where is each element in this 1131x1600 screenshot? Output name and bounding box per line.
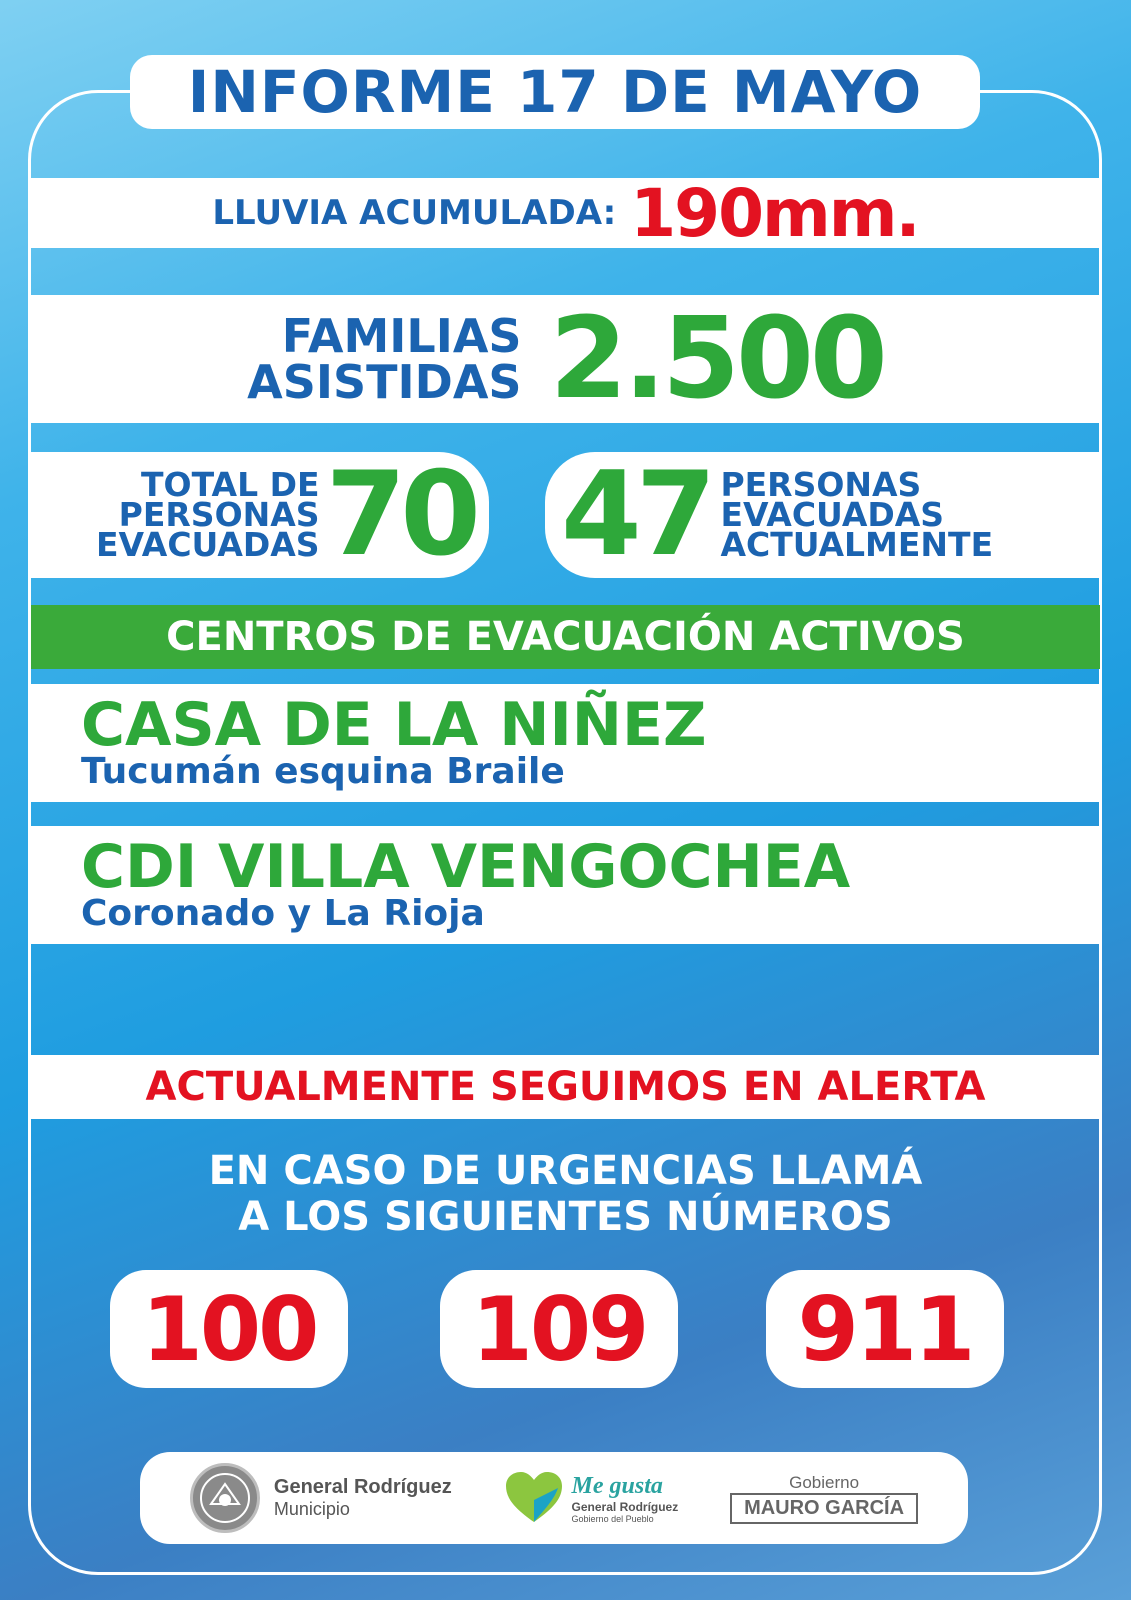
center-name: CDI VILLA VENGOCHEA <box>81 832 851 902</box>
center-address: Tucumán esquina Braile <box>81 751 565 792</box>
brand-slogan: Me gusta <box>571 1472 663 1499</box>
emergency-text <box>0 1148 1131 1240</box>
phone-number-box[interactable] <box>440 1270 678 1388</box>
heart-icon <box>504 1470 564 1526</box>
phone-number: 109 <box>471 1277 647 1381</box>
centers-heading: CENTROS DE EVACUACIÓN ACTIVOS <box>166 614 965 660</box>
families-band <box>31 295 1100 423</box>
center-item <box>31 684 1100 802</box>
page-title: INFORME 17 DE MAYO <box>187 58 923 126</box>
centers-heading-band <box>31 605 1100 669</box>
footer-logos <box>140 1452 968 1544</box>
phone-number: 100 <box>141 1277 317 1381</box>
gov-label: Gobierno <box>789 1472 860 1492</box>
municipality-name: General Rodríguez <box>273 1476 452 1498</box>
total-evacuated-value: 70 <box>325 447 475 582</box>
current-evacuated-pill <box>545 447 1100 582</box>
center-item <box>31 826 1100 944</box>
government-logo <box>730 1473 918 1524</box>
municipality-logo <box>190 1463 452 1533</box>
alert-text: ACTUALMENTE SEGUIMOS EN ALERTA <box>145 1064 986 1110</box>
total-evacuated-label <box>95 465 320 564</box>
current-evacuated-label-line3: ACTUALMENTE <box>720 525 994 564</box>
megusta-logo <box>504 1470 679 1526</box>
families-label-line2: ASISTIDAS <box>247 355 522 409</box>
current-evacuated-label-line1: PERSONAS <box>720 465 922 504</box>
rain-label: LLUVIA ACUMULADA: <box>212 193 617 233</box>
emergency-line1: EN CASO DE URGENCIAS LLAMÁ <box>208 1148 923 1194</box>
emergency-line2: A LOS SIGUIENTES NÚMEROS <box>238 1194 893 1240</box>
families-label <box>247 309 522 409</box>
rain-value: 190mm. <box>630 174 919 252</box>
current-evacuated-label-line2: EVACUADAS <box>720 495 945 534</box>
center-address: Coronado y La Rioja <box>81 893 485 934</box>
total-evacuated-label-line3: EVACUADAS <box>95 525 320 564</box>
center-name: CASA DE LA NIÑEZ <box>81 690 707 760</box>
families-label-line1: FAMILIAS <box>281 309 522 363</box>
alert-band <box>31 1055 1100 1119</box>
gov-name: MAURO GARCÍA <box>730 1493 918 1524</box>
total-evacuated-label-line2: PERSONAS <box>118 495 320 534</box>
seal-icon <box>190 1463 260 1533</box>
phone-number-box[interactable] <box>110 1270 348 1388</box>
phone-number-box[interactable] <box>766 1270 1004 1388</box>
brand-name: General Rodríguez <box>571 1499 679 1514</box>
title-box <box>130 55 980 129</box>
current-evacuated-value: 47 <box>561 447 711 582</box>
current-evacuated-label <box>720 465 994 564</box>
municipality-sub: Municipio <box>273 1499 350 1519</box>
rain-band <box>31 174 1100 252</box>
phone-number: 911 <box>797 1277 973 1381</box>
total-evacuated-label-line1: TOTAL DE <box>141 465 320 504</box>
brand-sub: Gobierno del Pueblo <box>571 1513 654 1524</box>
total-evacuated-pill <box>31 447 489 582</box>
families-value: 2.500 <box>549 294 884 424</box>
